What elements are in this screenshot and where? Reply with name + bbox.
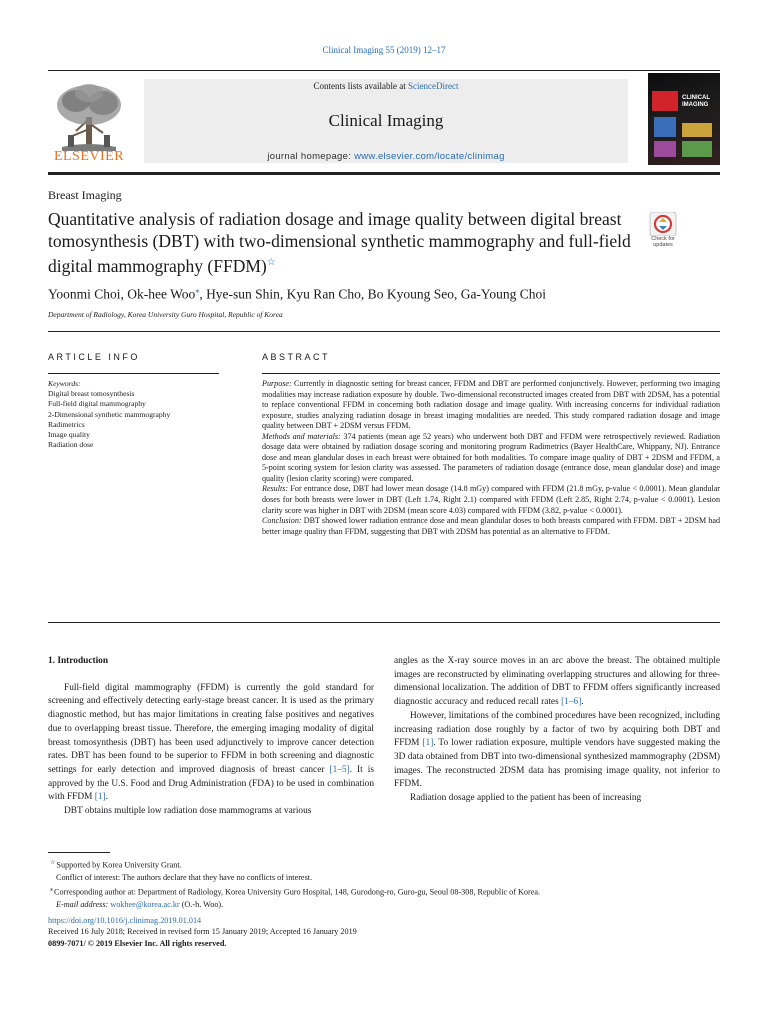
article-title [48, 209, 638, 277]
sciencedirect-link[interactable]: ScienceDirect [408, 81, 459, 91]
copyright-line: 0899-7071/ © 2019 Elsevier Inc. All rights reserved. [48, 938, 227, 948]
abstract-rule [262, 373, 720, 374]
footnote-funding [48, 857, 728, 872]
footnote-email [48, 899, 728, 911]
keyword-item: Full-field digital mammography [48, 399, 146, 409]
crossmark-badge[interactable] [644, 212, 682, 250]
section-heading-introduction: 1. Introduction [48, 656, 109, 666]
abstract-section-text: Currently in diagnostic setting for breast cancer, FFDM and DBT are performed conjunctively. However, performing two imaging modalities may increase radiation exposure by double. Two-dimensional reconstructed images created from DBT with 2DSM, has a potential to replace conventional FFDM in concerning both radiation dosage and image quality. With increasing concerns for individual radiation exposure, studies analyzing radiation dosage in breast imaging modalities are needed. This study compared radiation dosage and image quality between DBT + 2DSM versus FFDM. [262, 379, 720, 431]
header-rule [48, 331, 720, 332]
email-link[interactable]: wokhee@korea.ac.kr [110, 900, 180, 910]
citation-link[interactable]: [1] [422, 738, 434, 749]
journal-reference-link[interactable]: Clinical Imaging 55 (2019) 12–17 [322, 45, 446, 55]
paragraph-text: angles as the X-ray source moves in an arc above the breast. The obtained multiple images are reconstructed by eliminating overlapping structures and allowing for three-dimensional localization. The addition of DBT to FFDM offers significantly increased diagnostic accuracy and reduced recall rates [394, 656, 720, 708]
body-column-left [48, 655, 374, 819]
body-paragraph [394, 710, 720, 792]
cover-tile [682, 123, 712, 137]
crossmark-label: Check for updates [651, 236, 675, 248]
paragraph-text: . It is approved by the U.S. Food and Drug Administration (FDA) to be used in combination with FFDM [48, 764, 374, 803]
email-suffix: (O.-h. Woo). [181, 900, 224, 910]
email-label: E-mail address: [56, 900, 109, 910]
journal-name: Clinical Imaging [328, 111, 444, 130]
keyword-item: Image quality [48, 430, 90, 440]
footnotes [48, 857, 728, 911]
doi-link[interactable]: https://doi.org/10.1016/j.clinimag.2019.01.014 [48, 916, 202, 925]
journal-banner [144, 79, 628, 163]
article-info-heading: ARTICLE INFO [48, 352, 140, 362]
cover-tile [682, 141, 712, 157]
keywords-label: Keywords: [48, 379, 81, 388]
paragraph-text: . To lower radiation exposure, multiple vendors have suggested making the 3D data obtained from DBT into two-dimensional synthesized mammography (2DSM) images. The reconstructed 2DSM data has promising image quality, not inferior to FFDM. [394, 738, 720, 790]
footnote-marker: ⁎ [50, 887, 53, 894]
title-footnote-marker[interactable]: ☆ [266, 257, 276, 268]
body-paragraph [48, 682, 374, 805]
doi-block [48, 915, 728, 949]
authors-leading: Yoonmi Choi, Ok-hee Woo [48, 286, 196, 302]
keyword-item: Radimetrics [48, 419, 85, 429]
elsevier-wordmark[interactable]: ELSEVIER [53, 149, 125, 164]
keywords-block [48, 379, 228, 450]
crossmark-icon [644, 212, 682, 236]
article-title-text: Quantitative analysis of radiation dosage and image quality between digital breast tomosynthesis (DBT) with two-dimensional synthetic mammography and full-field digital mammography (FFDM) [48, 209, 631, 276]
abstract-results [262, 484, 720, 516]
masthead [48, 70, 720, 166]
footnote-text: Corresponding author at: Department of Radiology, Korea University Guro Hospital, 148, Gurodong-ro, Guro-gu, Seoul 08-308, Republic of Korea. [54, 887, 541, 897]
body-paragraph: Radiation dosage applied to the patient has been of increasing [410, 793, 642, 804]
abstract-methods [262, 432, 720, 485]
keyword-item: Radiation dose [48, 440, 94, 450]
homepage-link[interactable]: www.elsevier.com/locate/clinimag [354, 151, 505, 162]
abstract-heading: ABSTRACT [262, 352, 331, 362]
journal-cover-thumbnail[interactable] [648, 73, 720, 165]
keyword-item: 2-Dimensional synthetic mammography [48, 409, 171, 419]
abstract-section-text: DBT showed lower radiation entrance dose and mean glandular doses to both breasts compared with FFDM. DBT + 2DSM had better image quality than FFDM, suggesting that DBT with 2DSM has potential as an alternative to FFDM. [262, 516, 720, 536]
footnote-rule [48, 852, 110, 853]
footnote-conflict: Conflict of interest: The authors declare that they have no conflicts of interest. [56, 872, 313, 882]
body-column-right [394, 655, 720, 806]
footnote-marker: ☆ [50, 860, 56, 866]
cover-tile [654, 117, 676, 137]
abstract-section-label: Purpose: [262, 379, 292, 388]
citation-link[interactable]: [1–6] [561, 697, 582, 708]
citation-link[interactable]: [1–5] [329, 764, 350, 775]
homepage-prefix: journal homepage: [267, 151, 355, 162]
abstract-section-label: Conclusion: [262, 516, 302, 526]
footnote-text: Supported by Korea University Grant. [56, 860, 182, 870]
keyword-item: Digital breast tomosynthesis [48, 389, 135, 399]
abstract-section-text: 374 patients (mean age 52 years) who underwent both DBT and FFDM were retrospectively reviewed. Radiation dosage data were obtained by radiation dosage scoring and monitoring program Radimetrics (Bayer HealthCare, Whippany, NJ). Entrance dose and mean glandular doses in each breast were obtained for both modalities. To compare image quality of DBT + 2DSM and FFDM, a 5-point scoring system for lesion clarity was assessed. The parameters of radiation dosage (entrance dose, mean glandular dose) and image quality (lesion clarity scoring) were compared. [262, 431, 720, 483]
homepage-line [144, 151, 628, 162]
citation-link[interactable]: [1] [94, 792, 106, 803]
affiliation: Department of Radiology, Korea University Guro Hospital, Republic of Korea [48, 310, 283, 319]
contents-prefix: Contents lists available at [313, 81, 408, 91]
abstract-section-text: For entrance dose, DBT had lower mean dosage (14.8 mGy) compared with FFDM (21.8 mGy, p-value < 0.0001). Mean glandular doses for both breasts were lower in DBT (Left 1.74, Right 2.1) compared with FFDM (Left 2.85, Right 2.74, p-value < 0.0001). Lesion clarity score was higher in DBT with 2DSM (mean score 4.03) compared with FFDM (3.82, p-value < 0.0001). [262, 484, 720, 515]
abstract-section-label: Results: [262, 484, 289, 494]
footnote-corresponding [48, 884, 728, 899]
abstract-conclusion [262, 516, 720, 537]
cover-tile [654, 141, 676, 157]
received-dates: Received 16 July 2018; Received in revised form 15 January 2019; Accepted 16 January 2019 [48, 927, 357, 937]
cover-tile [652, 91, 678, 111]
abstract-section-label: Methods and materials: [262, 431, 341, 441]
abstract-purpose [262, 379, 720, 432]
abstract-bottom-rule [48, 622, 720, 623]
contents-line [144, 81, 628, 91]
corresponding-author-marker[interactable]: ⁎ [195, 286, 200, 295]
section-label: Breast Imaging [48, 188, 122, 202]
cover-title: CLINICAL IMAGING [682, 95, 710, 108]
masthead-rule [48, 172, 720, 175]
article-info-rule [48, 373, 219, 374]
body-paragraph [394, 655, 720, 710]
paragraph-text: . [105, 792, 108, 803]
author-list [48, 286, 546, 303]
paragraph-text: . [581, 697, 584, 708]
abstract-body [262, 379, 720, 537]
authors-trailing: , Hye-sun Shin, Kyu Ran Cho, Bo Kyoung Seo, Ga-Young Choi [199, 286, 546, 302]
body-paragraph: DBT obtains multiple low radiation dose mammograms at various [64, 806, 312, 817]
paragraph-text: However, limitations of the combined procedures have been recognized, including increasing radiation dose roughly by a factor of two by acquiring both DBT and FFDM [394, 710, 720, 749]
paragraph-text: Full-field digital mammography (FFDM) is currently the gold standard for screening and effectively detecting early-stage breast cancer. It is used as the primary diagnostic method, but has major limitations in creating false positives and negatives due to overlapping breast tissue. Therefore, the emerging imaging modality of digital breast tomosynthesis (DBT) has been used adjunctively to improve cancer detection rates. DBT has been found to be superior to FFDM in both screening and diagnostic settings for early detection and improved diagnosis of breast cancer [48, 682, 374, 775]
